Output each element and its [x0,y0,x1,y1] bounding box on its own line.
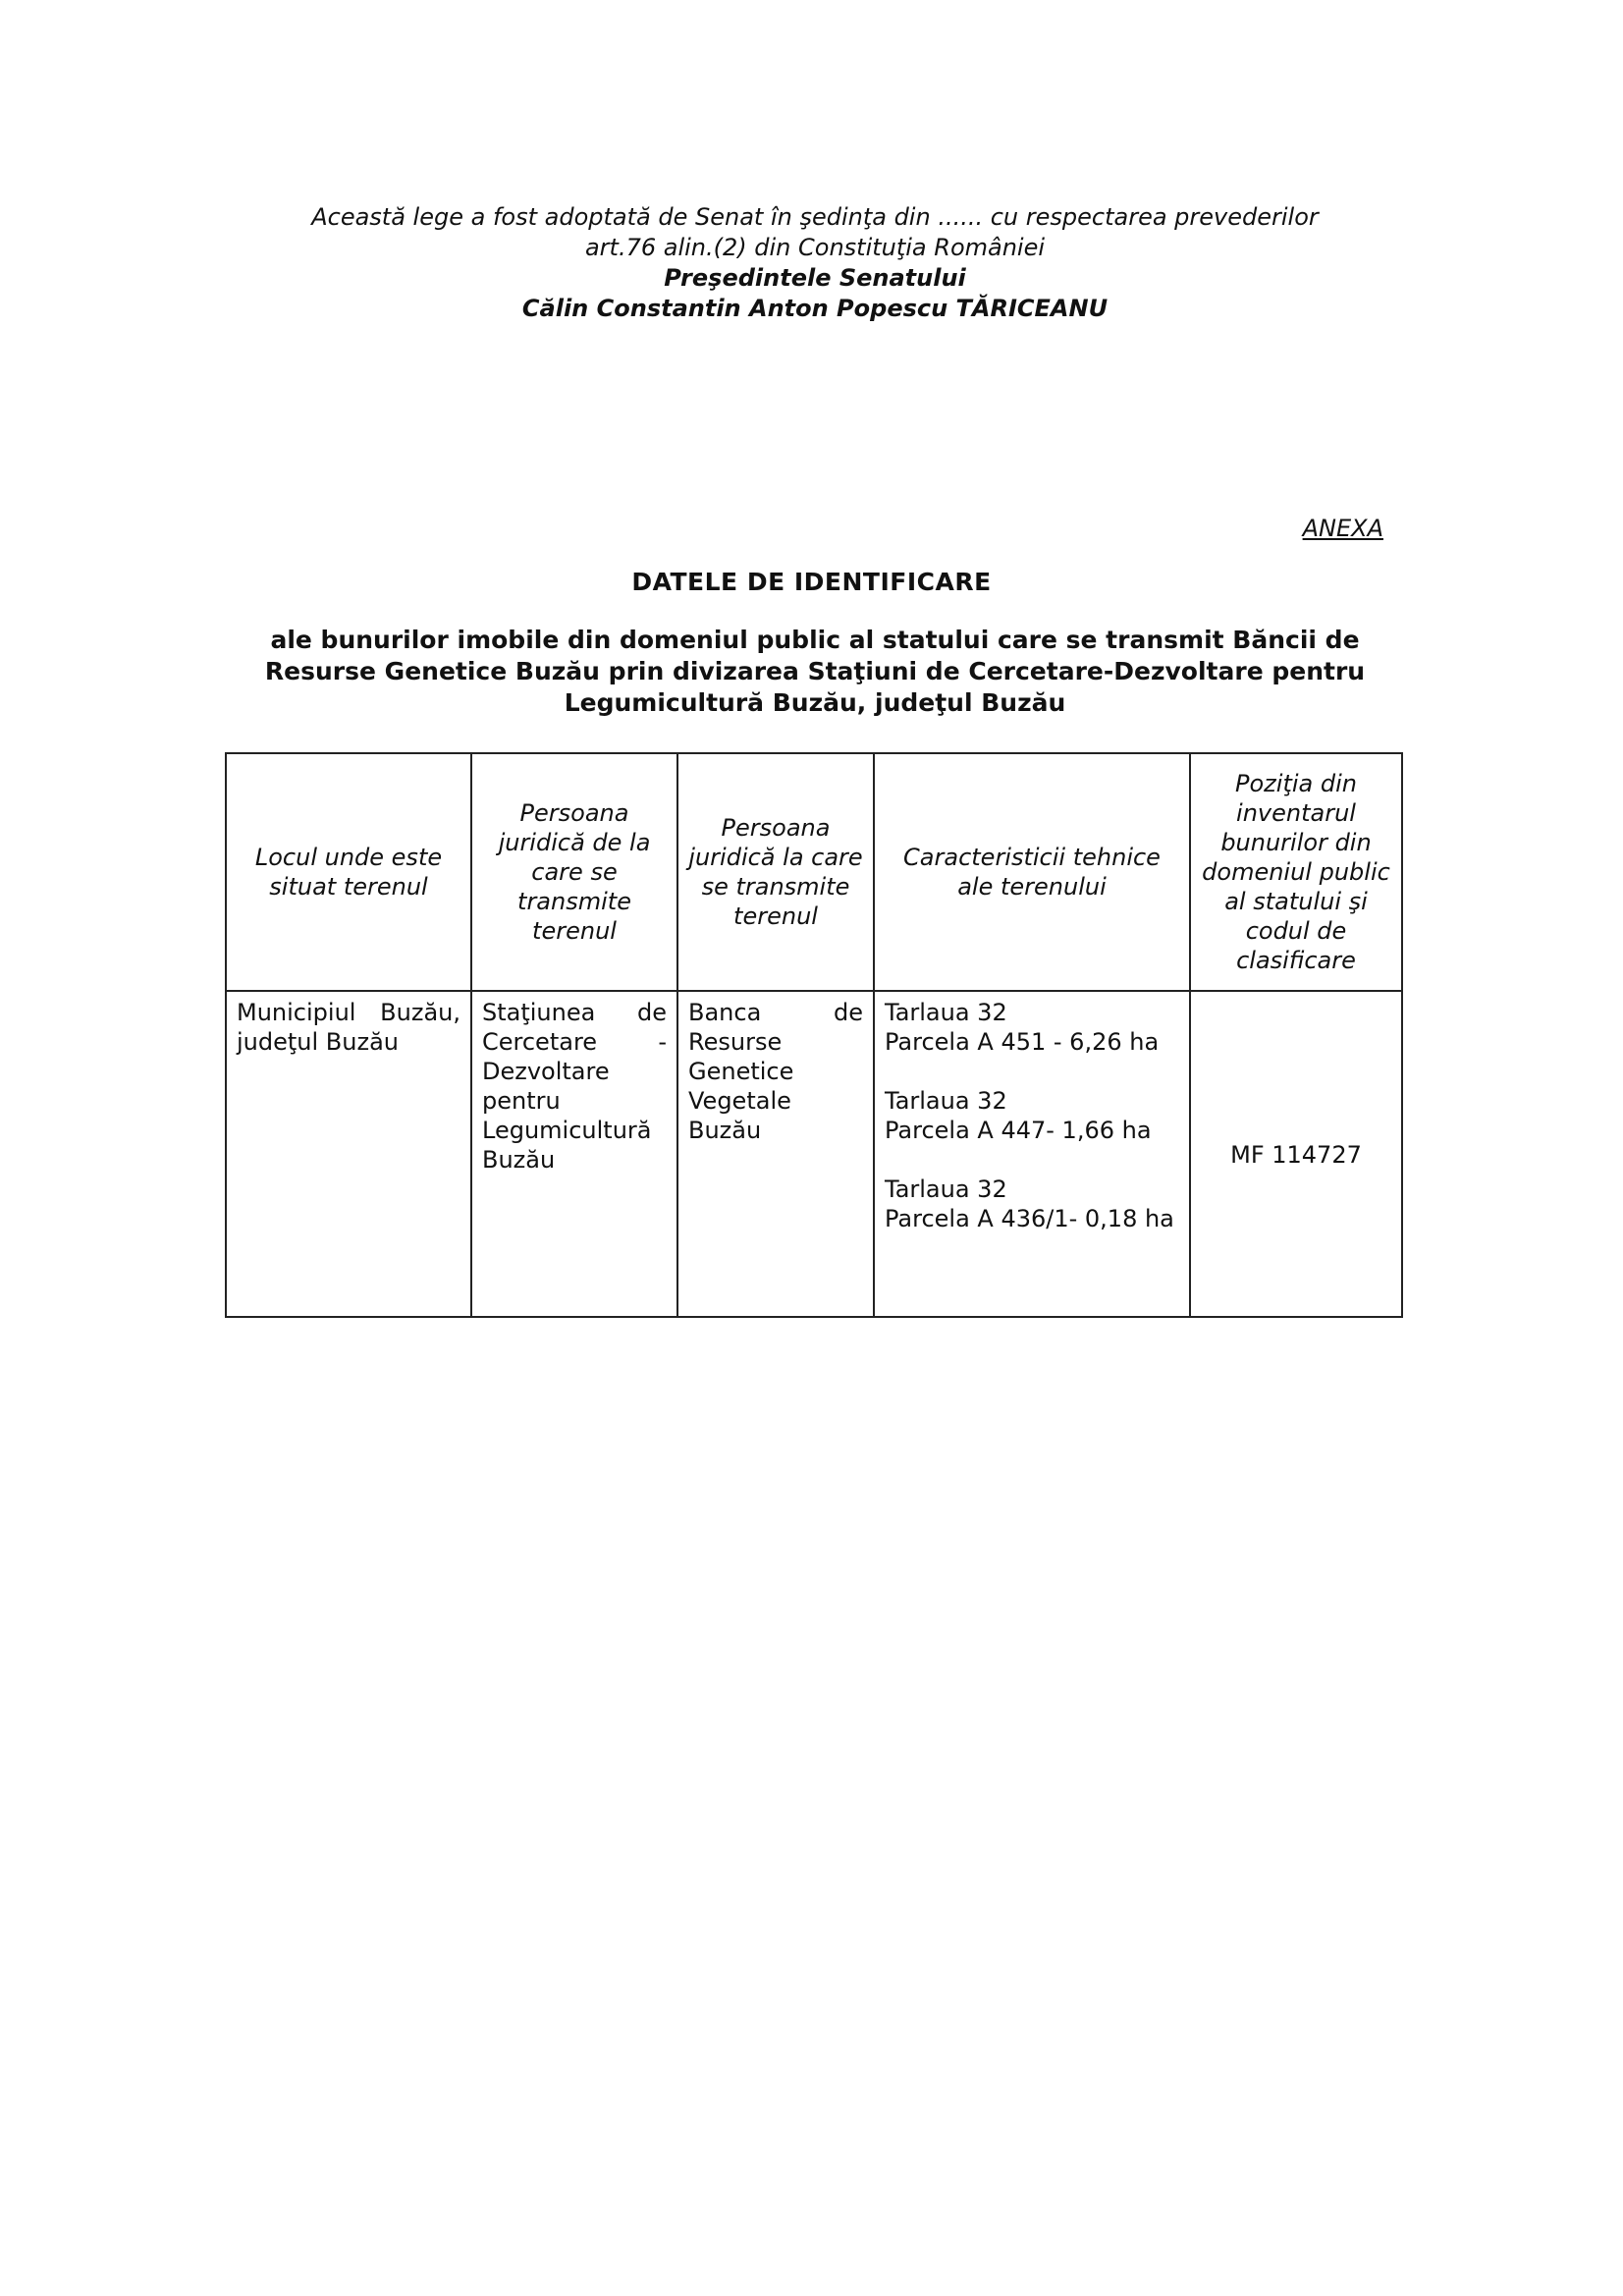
parcel-tarla: Tarlaua 32 [885,1087,1007,1115]
adoption-note [226,202,1404,324]
document-title: DATELE DE IDENTIFICARE [631,568,992,596]
adoption-line-1: Această lege a fost adoptată de Senat în şedinţa din ...... cu respectarea prevederilor [311,203,1319,231]
parcel-entry [885,1175,1179,1233]
table-header-row [226,753,1402,991]
signatory-name: Călin Constantin Anton Popescu TĂRICEANU [521,295,1109,322]
cell-technical-characteristics [874,991,1190,1317]
cell-from-entity: Staţiunea de Cercetare - Dezvoltare pentru Legumicultură Buzău [471,991,677,1317]
parcel-entry [885,1086,1179,1145]
parcel-details: Parcela A 451 - 6,26 ha [885,1028,1160,1056]
parcel-details: Parcela A 447- 1,66 ha [885,1117,1152,1144]
parcel-tarla: Tarlaua 32 [885,1175,1007,1203]
annex-table [225,752,1403,1318]
header-inventory-position: Poziţia din inventarul bunurilor din domeniul public al statului şi codul de clasificare [1190,753,1402,991]
parcel-entry [885,998,1179,1057]
header-from-entity: Persoana juridică de la care se transmite terenul [471,753,677,991]
table-row [226,991,1402,1317]
parcel-tarla: Tarlaua 32 [885,999,1007,1026]
cell-inventory-code: MF 114727 [1190,991,1402,1317]
header-technical-characteristics: Caracteristicii tehnice ale terenului [874,753,1190,991]
signatory-title: Preşedintele Senatului [664,264,966,292]
cell-location: Municipiul Buzău, judeţul Buzău [226,991,471,1317]
parcel-details: Parcela A 436/1- 0,18 ha [885,1205,1174,1232]
document-subtitle: ale bunurilor imobile din domeniul public al statului care se transmit Băncii de Resurse Genetice Buzău prin divizarea Staţiuni de Cercetare-Dezvoltare pentru Legumicultură Buzău, judeţul Buzău [264,626,1366,717]
annex-label: ANEXA [1302,515,1383,542]
header-to-entity: Persoana juridică la care se transmite terenul [677,753,874,991]
cell-to-entity: Banca de Resurse Genetice Vegetale Buzău [677,991,874,1317]
adoption-line-2: art.76 alin.(2) din Constituţia României [584,234,1046,261]
header-location: Locul unde este situat terenul [226,753,471,991]
